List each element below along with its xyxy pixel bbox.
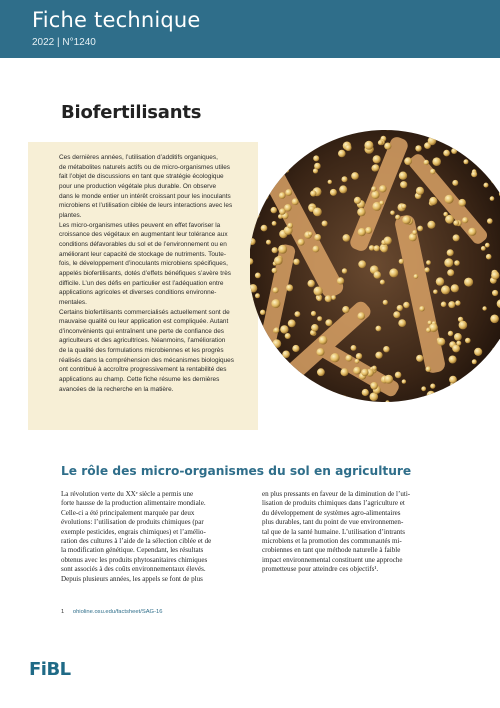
microbe-bead xyxy=(358,260,366,268)
microbe-bead xyxy=(270,141,275,146)
microbe-bead xyxy=(339,395,347,403)
microbe-bead xyxy=(376,326,382,332)
intro-box xyxy=(28,142,258,430)
microbe-bead xyxy=(395,372,402,379)
microbe-bead xyxy=(453,220,459,226)
microbe-bead xyxy=(317,348,325,356)
microbe-bead xyxy=(451,148,457,154)
microbe-bead xyxy=(404,157,412,165)
microbe-bead xyxy=(443,212,448,217)
microbe-bead xyxy=(338,150,346,158)
microbe-bead xyxy=(437,338,445,346)
microbe-bead xyxy=(278,245,287,254)
microbe-bead xyxy=(325,295,332,302)
microbe-bead xyxy=(416,187,424,195)
microbe-bead xyxy=(474,348,482,356)
microbe-bead xyxy=(250,396,255,403)
microbe-bead xyxy=(485,243,490,248)
microbe-bead xyxy=(384,237,392,245)
microbe-bead xyxy=(269,382,275,388)
microbe-bead xyxy=(323,124,330,127)
microbe-bead xyxy=(474,390,480,396)
microbe-bead xyxy=(468,228,476,236)
microbe-bead xyxy=(427,391,436,400)
microbe-bead xyxy=(267,184,272,189)
microbe-bead xyxy=(426,366,432,372)
microbe-bead xyxy=(379,185,386,192)
microbe-bead xyxy=(374,245,380,251)
microbe-bead xyxy=(287,223,293,229)
microbe-bead xyxy=(358,312,366,320)
microbe-bead xyxy=(254,181,260,187)
microbe-bead xyxy=(355,359,360,364)
microbe-bead xyxy=(397,305,403,311)
microbe-bead xyxy=(295,141,300,146)
microbe-bead xyxy=(454,333,462,341)
microbe-bead xyxy=(493,153,500,161)
microbe-bead xyxy=(317,316,322,321)
microbe-bead xyxy=(285,333,291,339)
microbe-bead xyxy=(262,193,269,200)
microscope-image xyxy=(250,124,500,406)
microbe-bead xyxy=(282,124,290,132)
body-column-left: La révolution verte du XXᵉ siècle a permis une forte hausse de la production alimentaire mondiale. Celle-ci a été principalement marquée par deux évolutions: l’utilisation de produits chimiques (par exemple pesticides, engrais chimiques) et l’amélio- ration des cultures à l’aide de la sélection ciblée et de la modification génétique. Cependant, les résultats obtenus avec les produits phytosanitaires chimiques sont associés à des coûts environnementaux élevés. Depuis plusieurs années, les appels se font de plus xyxy=(61,490,212,583)
microbe-bead xyxy=(373,155,381,163)
microbe-bead xyxy=(260,310,265,315)
microbe-bead xyxy=(281,155,286,160)
microbe-bead xyxy=(426,260,431,265)
microbe-bead xyxy=(395,215,400,220)
microbe-bead xyxy=(354,197,361,204)
microbe-bead xyxy=(464,278,473,287)
microbe-bead xyxy=(443,150,450,157)
microbe-bead xyxy=(454,260,460,266)
microbe-bead xyxy=(492,347,497,352)
microbe-bead xyxy=(286,284,293,291)
microbe-bead xyxy=(415,145,421,151)
microbe-bead xyxy=(385,124,391,130)
microbe-bead xyxy=(383,346,389,352)
microbe-bead xyxy=(427,221,435,229)
microbe-bead xyxy=(337,277,344,284)
microbe-bead xyxy=(381,246,388,253)
microbe-bead xyxy=(253,212,259,218)
microbe-bead xyxy=(273,380,282,389)
microbe-bead xyxy=(371,186,376,191)
microbe-bead xyxy=(399,172,407,180)
microbe-bead xyxy=(314,287,323,296)
microbe-bead xyxy=(371,191,379,199)
microbe-bead xyxy=(272,339,281,348)
microbe-bead xyxy=(421,386,426,391)
microbe-bead xyxy=(274,138,282,146)
microbe-bead xyxy=(271,181,276,186)
microbe-bead xyxy=(448,301,455,308)
microbe-bead xyxy=(313,208,322,217)
microbe-bead xyxy=(330,189,337,196)
microbe-bead xyxy=(464,159,469,164)
microbe-bead xyxy=(269,126,276,133)
microbe-bead xyxy=(313,155,319,161)
microbe-bead xyxy=(283,373,289,379)
microbe-bead xyxy=(252,173,258,179)
microbe-bead xyxy=(495,149,500,154)
microbe-bead xyxy=(486,254,492,260)
microbe-bead xyxy=(372,164,379,171)
microbe-bead xyxy=(259,384,268,393)
microbe-bead xyxy=(274,327,280,333)
microbe-bead xyxy=(414,274,419,279)
intro-text: Ces dernières années, l’utilisation d’additifs organiques, de métabolites naturels actifs ou de micro-organismes utiles fait l’objet de discussions en tant que stratégie écologique pour une production végétale plus durable. On observe dans le monde entier un intérêt croissant pour les inoculants microbiens et l’utilisation ciblée de leurs interactions avec les plantes. Les micro-organismes utiles peuvent en effet favoriser la croissance des végétaux en augmentant leur tolérance aux conditions défavorables du sol et de l’environnement ou en améliorant leur capacité de stockage de nutriments. Toute- fois, le développement d’inoculants microbiens spécifiques, appelés biofertilisants, dotés d’effets bénéfiques s’avère très difficile. L’un des défis en particulier est l’adéquation entre applications agricoles et diverses conditions environne- mentales. Certains biofertilisants commercialisés actuellement sont de mauvaise qualité ou leur application est compliquée. Autant d’inconvénients qui entraînent une perte de confiance des agriculteurs et des agricultrices. Néanmoins, l’amélioration de la qualité des formulations microbiennes et les progrès réalisés dans la compréhension des mécanismes biologiques ont contribué à accroître progressivement la rentabilité des applications au champ. Cette fiche résume les dernières avancées de la recherche en la matière. xyxy=(59,154,234,393)
microbe-bead xyxy=(329,129,336,136)
microbe-bead xyxy=(331,295,336,300)
microbe-bead xyxy=(272,221,277,226)
microbe-bead xyxy=(292,198,299,205)
microbe-bead xyxy=(486,388,492,394)
microbe-bead xyxy=(482,306,486,310)
microbe-bead xyxy=(375,352,382,359)
microbe-bead xyxy=(328,180,332,184)
body-column-right: en plus pressants en faveur de la diminution de l’uti- lisation de produits chimiques dans l’agriculture et du développement de systèmes agro-alimentaires plus durables, tant du point de vue environnemen- tal que de la santé humaine. L’utilisation d’intrants microbiens et la promotion des communautés mi- crobiennes en tant que méthode naturelle à faible impact environnemental constituent une approche prometteuse pour atteindre ces objectifs¹. xyxy=(262,490,411,574)
microbe-bead xyxy=(459,379,466,386)
microbe-bead xyxy=(289,380,296,387)
microbe-bead xyxy=(380,280,385,285)
microbe-bead xyxy=(330,353,339,362)
microbe-bead xyxy=(441,302,447,308)
document-title: Biofertilisants xyxy=(61,102,202,123)
fibl-logo: FiBL xyxy=(29,659,71,680)
section-heading: Le rôle des micro-organismes du sol en agriculture xyxy=(61,464,412,478)
microbe-bead xyxy=(285,189,292,196)
microbe-bead xyxy=(385,400,389,404)
microbe-bead xyxy=(288,320,296,328)
microbe-bead xyxy=(255,273,261,279)
microbe-bead xyxy=(428,137,437,146)
microbe-bead xyxy=(325,319,332,326)
microbe-bead xyxy=(417,226,423,232)
microbe-bead xyxy=(279,192,286,199)
microbe-bead xyxy=(447,269,454,276)
microbe-bead xyxy=(472,359,477,364)
microbe-bead xyxy=(261,225,268,232)
microbe-bead xyxy=(459,321,468,330)
microbe-bead xyxy=(496,392,500,397)
microbe-bead xyxy=(477,131,482,136)
microbe-bead xyxy=(453,234,460,241)
microbe-bead xyxy=(317,296,322,301)
microbe-bead xyxy=(449,356,457,364)
microbe-bead xyxy=(451,140,457,146)
microbe-bead xyxy=(353,367,361,375)
microbe-bead xyxy=(447,249,454,256)
microbe-bead xyxy=(284,204,291,211)
microbe-bead xyxy=(252,345,257,350)
microbe-bead xyxy=(452,345,460,353)
microbe-bead xyxy=(374,271,382,279)
microscope-illustration xyxy=(250,124,500,406)
microbe-bead xyxy=(313,246,320,253)
microbe-bead xyxy=(465,338,471,344)
microbe-bead xyxy=(441,285,450,294)
microbe-bead xyxy=(491,175,500,184)
microbe-bead xyxy=(491,271,499,279)
microbe-bead xyxy=(490,196,495,201)
microbe-bead xyxy=(313,387,318,392)
microbe-bead xyxy=(455,300,460,305)
microbe-bead xyxy=(390,211,395,216)
microbe-bead xyxy=(398,319,406,327)
microbe-bead xyxy=(272,247,278,253)
microbe-bead xyxy=(295,311,301,317)
microbe-bead xyxy=(292,345,299,352)
microbe-bead xyxy=(432,157,441,166)
microbe-bead xyxy=(458,199,466,207)
microbe-bead xyxy=(351,345,357,351)
microbe-bead xyxy=(400,181,407,188)
microbe-bead xyxy=(362,389,369,396)
microbe-bead xyxy=(280,325,288,333)
microbe-bead xyxy=(451,128,457,134)
microbe-bead xyxy=(481,246,486,251)
microbe-bead xyxy=(452,180,458,186)
microbe-bead xyxy=(393,311,400,318)
footnote xyxy=(61,609,162,615)
microbe-bead xyxy=(384,143,391,150)
microbe-bead xyxy=(490,150,496,156)
microbe-bead xyxy=(389,268,398,277)
microbe-bead xyxy=(308,232,313,237)
microbe-bead xyxy=(460,401,465,406)
header-title: Fiche technique xyxy=(32,8,201,32)
microbe-bead xyxy=(308,280,315,287)
microbe-bead xyxy=(496,169,500,174)
microbe-bead xyxy=(430,169,435,174)
microbe-bead xyxy=(449,376,457,384)
microbe-bead xyxy=(291,124,299,129)
microbe-bead xyxy=(438,398,442,402)
microbe-bead xyxy=(370,382,378,390)
microbe-bead xyxy=(402,216,411,225)
microbe-bead xyxy=(271,207,277,213)
microbe-bead xyxy=(378,140,383,145)
microbe-bead xyxy=(319,336,328,345)
microbe-bead xyxy=(298,239,305,246)
microbe-bead xyxy=(342,306,349,313)
microbe-bead xyxy=(250,184,255,193)
microbe-bead xyxy=(379,201,384,206)
microbe-bead xyxy=(425,267,430,272)
microbe-bead xyxy=(351,172,359,180)
footnote-link[interactable]: ohioline.osu.edu/factsheet/SAG-16 xyxy=(72,609,163,615)
microbe-bead xyxy=(477,376,485,384)
microbe-bead xyxy=(343,234,351,242)
microbe-bead xyxy=(250,334,256,341)
microbe-bead xyxy=(429,197,437,205)
microbe-bead xyxy=(273,287,279,293)
microbe-bead xyxy=(285,168,289,172)
microbe-bead xyxy=(433,290,438,295)
microbe-bead xyxy=(345,145,351,151)
microbe-bead xyxy=(456,341,461,346)
microbe-bead xyxy=(314,163,321,170)
microbe-bead xyxy=(434,126,443,135)
microbe-bead xyxy=(270,167,277,174)
microbe-bead xyxy=(317,368,325,376)
microbe-bead xyxy=(471,171,477,177)
microbe-bead xyxy=(311,311,316,316)
microbe-bead xyxy=(487,218,493,224)
microbe-bead xyxy=(445,195,454,204)
microbe-bead xyxy=(293,259,299,265)
microbe-bead xyxy=(271,299,280,308)
microbe-bead xyxy=(342,176,348,182)
microbe-bead xyxy=(448,331,453,336)
microbe-bead xyxy=(372,366,377,371)
microbe-bead xyxy=(342,268,347,273)
microbe-bead xyxy=(424,160,429,165)
microbe-bead xyxy=(358,228,366,236)
microbe-bead xyxy=(339,185,347,193)
microbe-bead xyxy=(364,141,373,150)
header-subtitle: 2022 | N°1240 xyxy=(32,37,96,48)
microbe-bead xyxy=(403,302,409,308)
microbe-bead xyxy=(250,178,255,185)
microbe-bead xyxy=(322,221,328,227)
microbe-bead xyxy=(255,293,260,298)
microbe-bead xyxy=(416,355,423,362)
microbe-bead xyxy=(267,124,274,129)
microbe-bead xyxy=(451,284,459,292)
microbe-bead xyxy=(361,369,368,376)
microbe-bead xyxy=(426,328,431,333)
microbe-bead xyxy=(384,375,393,384)
microbe-bead xyxy=(484,183,489,188)
microbe-bead xyxy=(313,135,319,141)
microbe-bead xyxy=(266,240,271,245)
microbe-bead xyxy=(419,306,424,311)
microbe-bead xyxy=(337,130,342,135)
microbe-bead xyxy=(311,324,318,331)
microbe-bead xyxy=(492,290,498,296)
microbe-bead xyxy=(430,384,435,389)
microbe-bead xyxy=(357,208,365,216)
microbe-bead xyxy=(412,230,417,235)
microbe-bead xyxy=(276,126,281,131)
microbe-bead xyxy=(275,368,280,373)
microbe-bead xyxy=(444,258,453,267)
microbe-bead xyxy=(274,256,283,265)
microbe-bead xyxy=(310,190,316,196)
microbe-bead xyxy=(314,234,321,241)
microbe-bead xyxy=(279,374,287,382)
microbe-bead xyxy=(490,315,499,324)
microbe-bead xyxy=(462,217,468,223)
microbe-bead xyxy=(356,353,362,359)
footnote-number: 1 xyxy=(61,609,65,615)
microbe-bead xyxy=(341,368,349,376)
microbe-bead xyxy=(286,163,292,169)
microbe-bead xyxy=(346,355,353,362)
microbe-bead xyxy=(436,277,444,285)
header-bar xyxy=(0,0,500,58)
microbe-bead xyxy=(399,259,404,264)
microbe-bead xyxy=(365,227,372,234)
microbe-bead xyxy=(268,368,275,375)
microbe-bead xyxy=(402,379,406,383)
microbe-bead xyxy=(282,351,290,359)
microbe-bead xyxy=(383,300,388,305)
microbe-bead xyxy=(272,268,278,274)
microbe-bead xyxy=(251,193,260,202)
microbe-bead xyxy=(251,343,257,349)
microbe-bead xyxy=(401,204,406,209)
